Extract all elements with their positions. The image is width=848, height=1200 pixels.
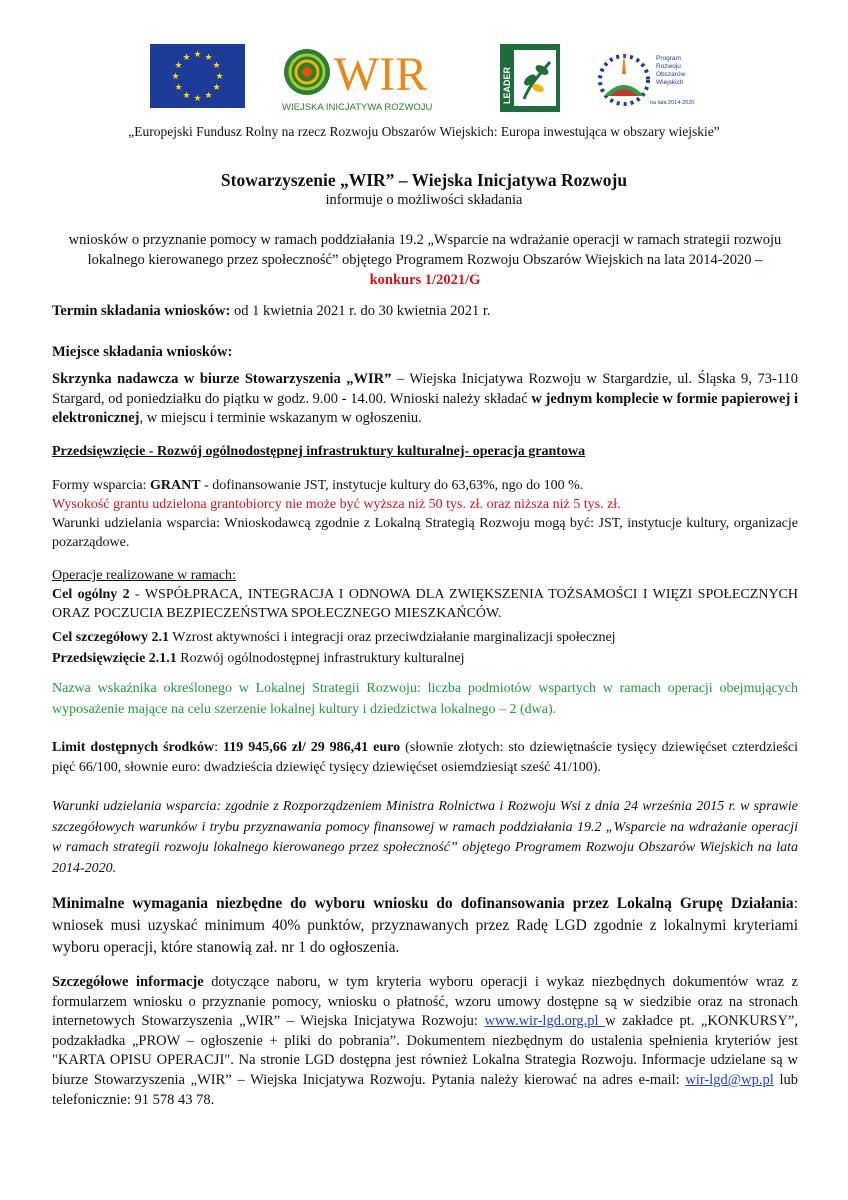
minimum-text: : wniosek musi uzyskać minimum 40% punktów, przyznawanych przez Radę LGD zgodnie z lokalnymi kryteriami wyboru operacji, które stanowią zał. nr 1 do ogłoszenia. bbox=[52, 895, 798, 956]
svg-text:★: ★ bbox=[212, 83, 221, 93]
support-conditions: Warunki udzielania wsparcia: Wnioskodawcą zgodnie z Lokalną Strategią Rozwoju mogą być: JST, instytucje kultury, organizacje pozarządowe. bbox=[52, 516, 798, 550]
details-bold: Szczegółowe informacje bbox=[52, 974, 204, 990]
goal-paragraph bbox=[52, 585, 798, 623]
specific-label: Cel szczegółowy 2.1 bbox=[52, 630, 170, 645]
prow-line4: Wiejskich bbox=[656, 79, 684, 86]
funds-limit: Limit dostępnych środków: 119 945,66 zł/ 29 986,41 euro (słownie złotych: sto dziewiętnaście tysięcy dziewięćset czterdzieści pięć 66/100, słownie euro: dwadzieścia dziewięć tysięcy dziewięćset osiemdziesiąt sześć 41/100). bbox=[52, 740, 798, 775]
goal-label: Cel ogólny 2 bbox=[52, 587, 130, 602]
specific-text: Wzrost aktywności i integracji oraz przeciwdziałanie marginalizacji społecznej bbox=[169, 630, 616, 645]
minimum-requirements bbox=[52, 893, 798, 959]
page-subtitle: informuje o możliwości składania bbox=[325, 192, 523, 208]
intro-paragraph bbox=[60, 230, 790, 290]
eu-flag-logo bbox=[150, 44, 245, 108]
svg-text:★: ★ bbox=[182, 91, 191, 101]
website-link[interactable]: www.wir-lgd.org.pl bbox=[484, 1013, 606, 1030]
leader-logo-text: LEADER bbox=[502, 66, 512, 104]
logo-bar bbox=[0, 44, 848, 116]
grant-label: GRANT bbox=[149, 478, 201, 493]
place-bold2: w jednym komplecie w formie papierowej i elektronicznej bbox=[52, 390, 798, 426]
deadline-label: Termin składania wniosków: bbox=[52, 303, 231, 319]
wir-logo-text: WIR bbox=[334, 48, 428, 101]
project-heading: Przedsięwzięcie - Rozwój ogólnodostępnej infrastruktury kulturalnej- operacja grantowa bbox=[52, 444, 586, 459]
place-heading: Miejsce składania wniosków: bbox=[52, 344, 233, 360]
forms-text: - dofinansowanie JST, instytucje kultury do 63,63%, ngo do 100 %. bbox=[200, 478, 584, 493]
goal-text: - WSPÓŁPRACA, INTEGRACJA I ODNOWA DLA ZWIĘKSZENIA TOŻSAMOŚCI I WIĘZI SPOŁECZNYCH ORAZ POCZUCIA BEZPIECZEŃSTWA SPOŁECZNEGO MIESZKAŃCÓW. bbox=[52, 587, 798, 621]
place-paragraph bbox=[52, 370, 798, 429]
undertaking bbox=[52, 649, 798, 668]
svg-text:★: ★ bbox=[193, 94, 202, 104]
svg-text:★: ★ bbox=[204, 53, 213, 63]
prow-logo bbox=[594, 44, 704, 114]
deadline-value: od 1 kwietnia 2021 r. do 30 kwietnia 2021 r. bbox=[230, 303, 491, 319]
contest-number: – konkurs 1/2021/G bbox=[369, 252, 763, 288]
limit-label: Limit dostępnych środków bbox=[52, 740, 215, 755]
svg-text:★: ★ bbox=[174, 83, 183, 93]
svg-text:★: ★ bbox=[204, 91, 213, 101]
place-text1: – Wiejska Inicjatywa Rozwoju w Stargardzie, ul. Śląska 9, 73-110 Stargard, od poniedziałku do piątku w godz. 9.00 - 14.00. Wnioski należy składać bbox=[52, 371, 798, 407]
regulation-paragraph: Warunki udzielania wsparcia: zgodnie z Rozporządzeniem Ministra Rolnictwa i Rozwoju Wsi z dnia 24 września 2015 r. w sprawie szczegółowych warunków i trybu przyznawania pomocy finansowej w ramach poddziałania 19.2 „Wsparcie na wdrażanie operacji w ramach strategii rozwoju lokalnego kierowanego przez społeczność” objętego Programem Rozwoju Obszarów Wiejskich na lata 2014-2020. bbox=[52, 799, 798, 876]
support-forms bbox=[52, 476, 798, 495]
limit-text: (słownie złotych: sto dziewiętnaście tysięcy dziewięćset czterdzieści pięć 66/100, słownie euro: dwadzieścia dziewięć tysięcy dziewięćset osiemdziesiąt sześć 41/100). bbox=[52, 740, 798, 775]
prow-line2: Rozwoju bbox=[656, 63, 681, 70]
undertaking-text: Rozwój ogólnodostępnej infrastruktury kulturalnej bbox=[176, 651, 465, 666]
details-text3: lub telefonicznie: 91 578 43 78. bbox=[52, 1071, 799, 1108]
svg-text:★: ★ bbox=[212, 61, 221, 71]
prow-line5: na lata 2014-2020 bbox=[650, 100, 695, 106]
minimum-bold: Minimalne wymagania niezbędne do wyboru wniosku do dofinansowania przez Lokalną Grupę Działania bbox=[52, 895, 794, 912]
tagline: „Europejski Fundusz Rolny na rzecz Rozwoju Obszarów Wiejskich: Europa inwestująca w obszary wiejskie” bbox=[128, 124, 720, 139]
grant-limit-note: Wysokość grantu udzielona grantobiorcy nie może być wyższa niż 50 tys. zł. oraz niższa niż 5 tys. zł. bbox=[52, 497, 621, 512]
undertaking-label: Przedsięwzięcie 2.1.1 bbox=[52, 651, 177, 666]
forms-label: Formy wsparcia: bbox=[52, 478, 150, 493]
place-text2: , w miejscu i terminie wskazanym w ogłoszeniu. bbox=[139, 410, 422, 426]
leader-logo bbox=[500, 44, 560, 112]
prow-line1: Program bbox=[656, 55, 681, 62]
deadline-line bbox=[52, 302, 798, 322]
place-bold1: Skrzynka nadawcza w biurze Stowarzyszenia „WIR” bbox=[52, 371, 392, 387]
details-text1: dotyczące naboru, w tym kryteria wyboru operacji i wykaz niezbędnych dokumentów wraz z formularzem wniosku o przyznanie pomocy, wniosku o płatność, wzoru umowy dostępne są w siedzibie oraz na stronach internetowych Stowarzyszenia „WIR” – Wiejska Inicjatywa Rozwoju: bbox=[52, 974, 798, 1030]
svg-text:★: ★ bbox=[193, 50, 202, 60]
svg-text:★: ★ bbox=[171, 72, 180, 82]
indicator-paragraph: Nazwa wskaźnika określonego w Lokalnej Strategii Rozwoju: liczba podmiotów wspartych w ramach operacji obejmujących wyposażenie mające na celu szerzenie lokalnej kultury i dziedzictwa lokalnego – 2 (dwa). bbox=[52, 681, 798, 717]
page-title: Stowarzyszenie „WIR” – Wiejska Inicjatywa Rozwoju bbox=[220, 170, 628, 190]
svg-text:★: ★ bbox=[182, 53, 191, 63]
details-text2: w zakładce pt. „KONKURSY”, podzakładka „PROW – ogłoszenie + pliki do pobrania”. Dokumentem niezbędnym do ustalenia spełnienia kryteriów jest "KARTA OPISU OPERACJI". Na stronie LGD dostępna jest również Lokalna Strategia Rozwoju. Informacje udzielane są w biurze Stowarzyszenia „WIR” – Wiejska Inicjatywa Rozwoju. Pytania należy kierować na adres e-mail: bbox=[52, 1013, 798, 1088]
svg-text:★: ★ bbox=[174, 61, 183, 71]
email-link[interactable]: wir-lgd@wp.pl bbox=[685, 1071, 774, 1088]
prow-line3: Obszarów bbox=[656, 71, 686, 78]
svg-text:★: ★ bbox=[215, 72, 224, 82]
wir-logo bbox=[282, 44, 467, 114]
wir-logo-subtext: WIEJSKA INICJATYWA ROZWOJU bbox=[282, 102, 433, 113]
details-paragraph bbox=[52, 973, 798, 1110]
intro-text: wniosków o przyznanie pomocy w ramach poddziałania 19.2 „Wsparcie na wdrażanie operacji w ramach strategii rozwoju lokalnego kierowanego przez społeczność” objętego Programem Rozwoju Obszarów Wiejskich na lata 2014-2020 bbox=[68, 232, 782, 268]
limit-amount: 119 945,66 zł/ 29 986,41 euro bbox=[223, 740, 401, 755]
specific-goal bbox=[52, 628, 798, 647]
operations-heading: Operacje realizowane w ramach: bbox=[52, 568, 236, 583]
